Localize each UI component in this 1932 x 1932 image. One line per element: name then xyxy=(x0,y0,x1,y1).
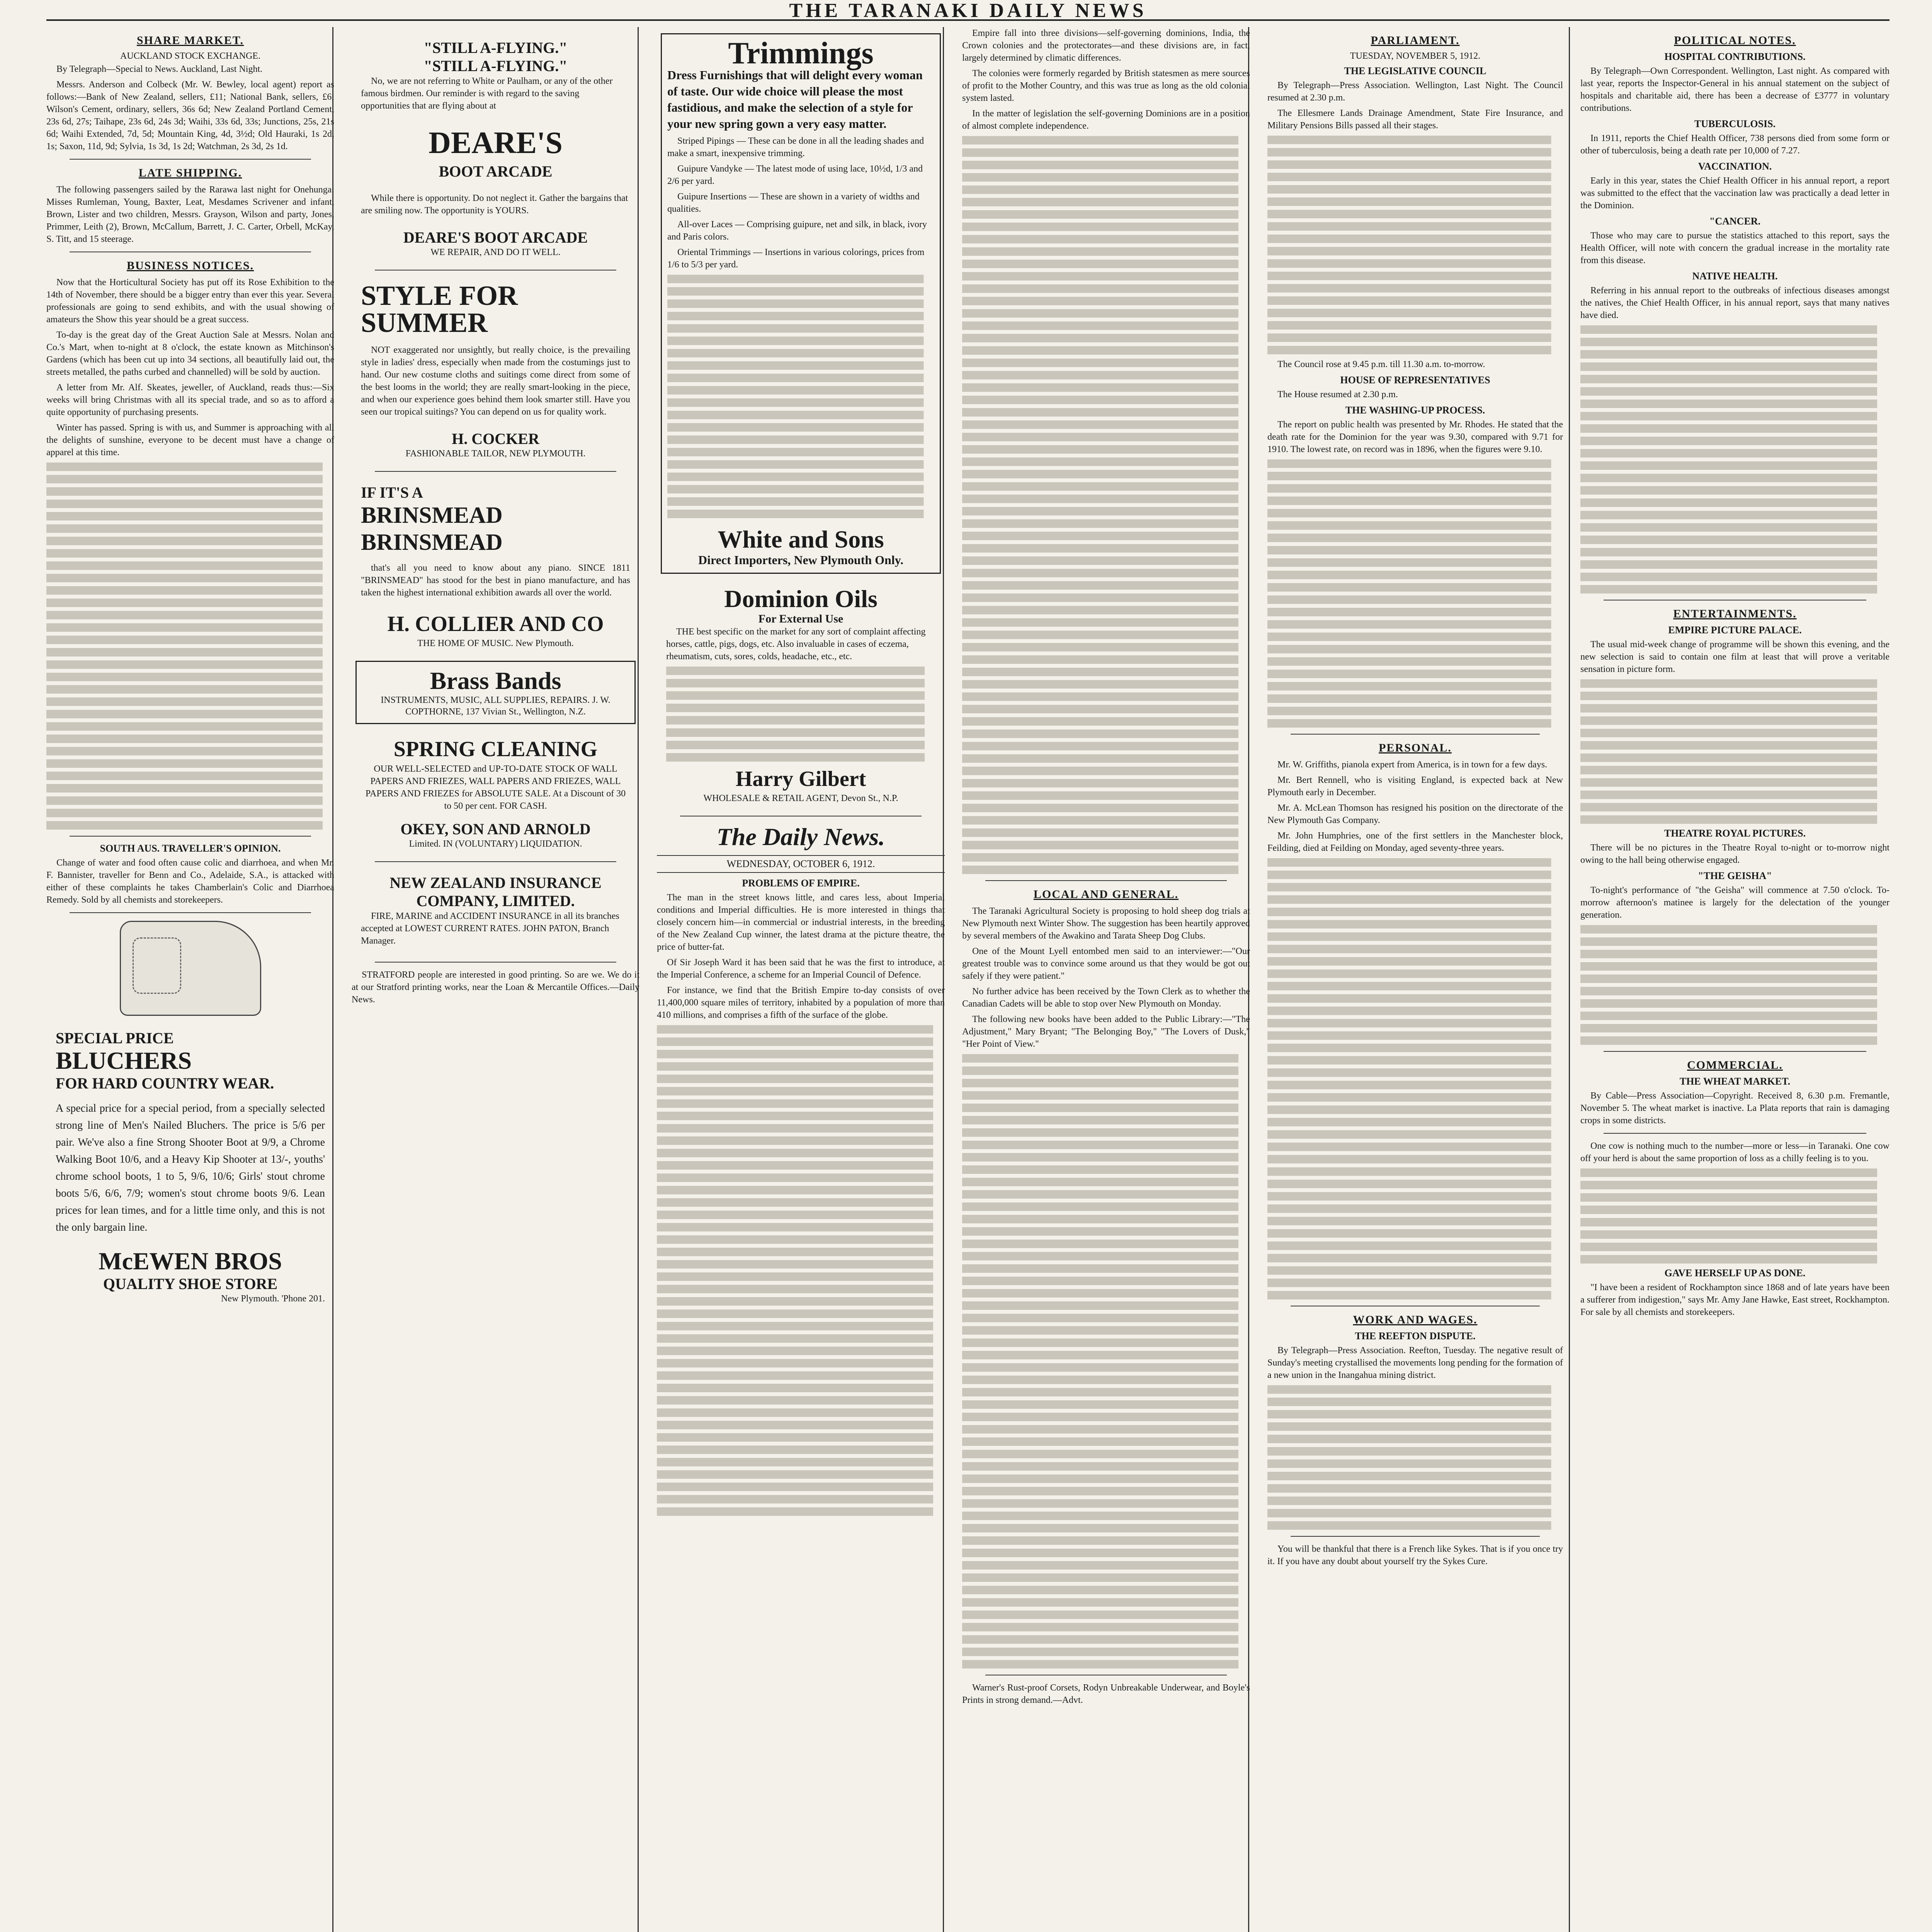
advert-heading: "STILL A-FLYING." xyxy=(423,39,568,56)
text-lines xyxy=(657,1025,945,1516)
council-text: The Ellesmere Lands Drainage Amendment, State Fire Insurance, and Military Pensions Bills passed all their stages. xyxy=(1267,108,1563,131)
cocker-name: H. COCKER xyxy=(452,430,539,447)
native-health-text: Referring in his annual report to the outbreaks of infectious diseases amongst the natives, the Chief Health Officer, in his annual report, says that many natives have died. xyxy=(1580,286,1889,320)
advert-text: FIRE, MARINE and ACCIDENT INSURANCE in all its branches accepted at LOWEST CURRENT RATES. JOHN PATON, Branch Manager. xyxy=(361,911,619,946)
late-shipping-text: The following passengers sailed by the Rarawa last night for Onehunga: Misses Rumleman, Young, Baxter, Leat, Mesdames Scrivener and infant, Brown, Lister and two children, Messrs. Grayson, Wilson and party, Jones, Primmer, Leith (2), Brown, McCallum, Barrett, J. C. Carter, Orbell, McKay, S. Titt, and 15 steerage. xyxy=(46,185,334,244)
divider xyxy=(70,836,311,837)
okey-subtitle: Limited. IN (VOLUNTARY) LIQUIDATION. xyxy=(409,839,582,849)
editorial-text: Empire fall into three divisions—self-governing dominions, India, the Crown colonies and the protectorates—and these divisions are, in fact, largely determined by climatic differences. xyxy=(962,28,1250,63)
advert-text: No, we are not referring to White or Paulham, or any of the other famous birdmen. Our reminder is with regard to the saving opportunities that are flying about at xyxy=(361,76,613,111)
reefton-text: By Telegraph—Press Association. Reefton, Tuesday. The negative result of Sunday's meeting crystallised the movements long pending for the formation of a new union in the Inangahua mining district. xyxy=(1267,1345,1563,1380)
native-health-heading: NATIVE HEALTH. xyxy=(1692,270,1778,282)
council-text: The Council rose at 9.45 p.m. till 11.30 a.m. to-morrow. xyxy=(1277,359,1485,369)
masthead xyxy=(46,0,1889,22)
edition-dateline: WEDNESDAY, OCTOBER 6, 1912. xyxy=(657,855,945,873)
tuberculosis-heading: TUBERCULOSIS. xyxy=(1694,118,1776,129)
text-lines xyxy=(1267,459,1563,728)
share-market-text: Messrs. Anderson and Colbeck (Mr. W. Bewley, local agent) report as follows:—Bank of New Zealand, sellers, £11; National Bank, sellers, £6; Wilson's Cement, ordinary, sellers, 36s 6d; New Zealand Portland Cement, 23s 6d, 27s; Taihape, 23s 6d, 24s 3d; Waihi, 33s 6d, 33s; Junctions, 25s, 21s 6d; Waihi Extended, 7d, 5d; Mountain King, 4d, 3½d; Old Hauraki, 1s 2d, 1s; Saxon, 11d, 9d; Sylvia, 1s 3d, 1s 2d; Watchman, 2s 3d, 2s 1d. xyxy=(46,80,334,151)
editorial-text: Of Sir Joseph Ward it has been said that he was the first to introduce, at the Imperial Conference, a scheme for an Imperial Council of Defence. xyxy=(657,957,945,980)
editorial-text: For instance, we find that the British Empire to-day consists of over 11,400,000 square miles of territory, inhabited by a population of more than 410 millions, and comprises a fifth of the surface of the globe. xyxy=(657,985,945,1020)
text-lines xyxy=(666,667,935,762)
sykes-advert-text: You will be thankful that there is a French like Sykes. That is if you once try it. If you have any doubt about yourself try the Sykes Cure. xyxy=(1267,1544,1563,1566)
insurance-advert xyxy=(355,868,636,956)
personal-item: Mr. A. McLean Thomson has resigned his position on the directorate of the New Plymouth Gas Company. xyxy=(1267,803,1563,825)
advert-text: A special price for a special period, from a specially selected strong line of Men's Nailed Bluchers. The price is 5/6 per pair. We've also a fine Strong Shooter Boot at 9/9, a Chrome Walking Boot 10/6, and a Heavy Kip Shooter at 13/-, youths' chrome school boots, 1 to 5, 9/6, 10/6; Girls' stout chrome boots 5/6, 6/6, 7/9; women's stout chrome boots 9/6. Lean prices for lean times, and for a little time only, and this is not the only bargain line. xyxy=(56,1102,325,1233)
still-flying-advert xyxy=(355,33,636,264)
newspaper-page xyxy=(46,27,1889,1932)
editorial-text: The man in the street knows little, and cares less, about Imperial conditions and Imperial difficulties. He is more interested in things that closely concern him—in commercial or industrial interests, in the breeding of the New Zealand Cup winner, the latest drama at the picture theatre, the price of butter-fat. xyxy=(657,893,945,952)
business-notice: To-day is the great day of the Great Auction Sale at Messrs. Nolan and Co.'s Mart, when to-night at 8 o'clock, the estate known as Mitchinson's Gardens (which has been cut up into 34 sections, all beautifully laid out, the streets metalled, the paths curbed and channelled) will be sold by auction. xyxy=(46,330,334,377)
parliament-heading: PARLIAMENT. xyxy=(1371,34,1460,47)
picture-palace-heading: EMPIRE PICTURE PALACE. xyxy=(1668,624,1802,636)
advert-heading: NEW ZEALAND INSURANCE COMPANY, LIMITED. xyxy=(389,874,602,910)
newspaper-nameplate: The Daily News. xyxy=(716,823,885,850)
advert-heading: IF IT'S A xyxy=(361,484,423,501)
business-notices-heading: BUSINESS NOTICES. xyxy=(126,259,254,272)
advert-text: INSTRUMENTS, MUSIC, ALL SUPPLIES, REPAIRS. J. W. COPTHORNE, 137 Vivian St., Wellington, N.Z. xyxy=(381,695,611,717)
style-summer-advert xyxy=(355,277,636,465)
divider xyxy=(1604,1133,1866,1134)
work-wages-heading: WORK AND WAGES. xyxy=(1353,1313,1478,1326)
entertainments-heading: ENTERTAINMENTS. xyxy=(1673,607,1797,620)
hospital-text: By Telegraph—Own Correspondent. Wellington, Last night. As compared with last year, reports the Inspector-General in his annual statement on the subject of hospitals and charitable aid, there has been a decrease of £3777 in voluntary contributions. xyxy=(1580,66,1889,113)
masthead-title: THE TARANAKI DAILY NEWS xyxy=(789,0,1147,22)
column-6 xyxy=(1580,27,1889,1932)
tuberculosis-text: In 1911, reports the Chief Health Officer, 738 persons died from some form or other of tuberculosis, being a death rate per 10,000 of 7.27. xyxy=(1580,133,1889,156)
divider xyxy=(985,880,1227,881)
cocker-subtitle: FASHIONABLE TAILOR, NEW PLYMOUTH. xyxy=(405,449,586,459)
text-lines xyxy=(667,275,934,518)
text-lines xyxy=(1267,1385,1563,1530)
political-notes-heading: POLITICAL NOTES. xyxy=(1674,34,1796,47)
personal-heading: PERSONAL. xyxy=(1379,742,1452,754)
white-sons-name: White and Sons xyxy=(718,526,884,553)
advert-shop-name: McEWEN BROS xyxy=(99,1247,282,1275)
advert-text: While there is opportunity. Do not neglect it. Gather the bargains that are smiling now. The opportunity is YOURS. xyxy=(361,193,628,216)
theatre-royal-text: There will be no pictures in the Theatre Royal to-night or to-morrow night owing to the hall being otherwise engaged. xyxy=(1580,843,1889,865)
local-general-heading: LOCAL AND GENERAL. xyxy=(1033,888,1179,901)
deare-heading-2: DEARE'S BOOT ARCADE xyxy=(403,229,588,246)
picture-palace-text: The usual mid-week change of programme will be shown this evening, and the new selection is said to contain one film at least that will prove a veritable sensation in picture form. xyxy=(1580,639,1889,674)
business-notice: Winter has passed. Spring is with us, and Summer is approaching with all the delights of sunshine, everyone to be decent must have a change of apparel at this time. xyxy=(46,423,334,457)
local-item: No further advice has been received by the Town Clerk as to whether the Canadian Cadets will be able to stop over New Plymouth on Monday. xyxy=(962,986,1250,1009)
personal-item: Mr. John Humphries, one of the first settlers in the Manchester block, Feilding, died at Feilding on Monday, aged seventy-three years. xyxy=(1267,831,1563,853)
advert-text: Dress Furnishings that will delight every woman of taste. Our wide choice will please the most fastidious, and make the selection of a style for your new spring gown a very easy matter. xyxy=(667,68,923,131)
okey-name: OKEY, SON AND ARNOLD xyxy=(400,820,591,838)
wheat-market-heading: THE WHEAT MARKET. xyxy=(1679,1076,1791,1087)
hospital-heading: HOSPITAL CONTRIBUTIONS. xyxy=(1664,51,1806,62)
vaccination-heading: VACCINATION. xyxy=(1698,161,1772,172)
business-notice: Now that the Horticultural Society has put off its Rose Exhibition to the 14th of November, there should be a bigger entry than ever this year. Several professionals are going to send exhibits, and with the usual showing of amateurs the Show this year should be a great success. xyxy=(46,277,334,325)
gilbert-name: Harry Gilbert xyxy=(735,767,866,791)
local-item: The Taranaki Agricultural Society is proposing to hold sheep dog trials at New Plymouth next Winter Show. The suggestion has been heartily approved by several members of the Awakino and Tarata Sheep Dog Clubs. xyxy=(962,906,1250,941)
column-5 xyxy=(1267,27,1563,1932)
legislative-council-heading: THE LEGISLATIVE COUNCIL xyxy=(1344,65,1486,77)
advert-heading: "STILL A-FLYING." xyxy=(423,57,568,75)
editorial-heading: PROBLEMS OF EMPIRE. xyxy=(742,878,860,889)
house-text: The House resumed at 2.30 p.m. xyxy=(1277,389,1398,400)
parliament-date: TUESDAY, NOVEMBER 5, 1912. xyxy=(1350,51,1481,61)
trimming-item: Guipure Insertions — These are shown in a variety of widths and qualities. xyxy=(667,192,920,214)
gave-herself-up-heading: GAVE HERSELF UP AS DONE. xyxy=(1664,1267,1806,1279)
text-lines xyxy=(962,1054,1250,1668)
share-market-heading: SHARE MARKET. xyxy=(136,34,244,47)
advert-heading: Dominion Oils xyxy=(724,585,878,612)
text-lines xyxy=(962,136,1250,874)
local-item: The following new books have been added to the Public Library:—"The Adjustment," Mary Bryant; "The Belonging Boy," "The Lovers of Dusk," "Her Point of View." xyxy=(962,1014,1250,1049)
divider xyxy=(1291,1536,1540,1537)
trimmings-advert xyxy=(661,33,941,574)
divider xyxy=(375,471,616,472)
theatre-royal-heading: THEATRE ROYAL PICTURES. xyxy=(1664,828,1806,839)
advert-subheading: For External Use xyxy=(758,612,844,625)
advert-heading: STYLE FOR SUMMER xyxy=(361,280,518,338)
trimming-item: Striped Pipings — These can be done in all the leading shades and make a smart, inexpensive trimming. xyxy=(667,136,924,158)
advert-text: that's all you need to know about any piano. SINCE 1811 "BRINSMEAD" has stood for the best in piano manufacture, and has taken the highest international exhibition awards all over the world. xyxy=(361,563,630,598)
bluchers-advert xyxy=(50,1024,330,1310)
editorial-text: The colonies were formerly regarded by British statesmen as mere sources of profit to the Mother Country, and this was true as long as the old colonial system lasted. xyxy=(962,68,1250,103)
column-1 xyxy=(46,27,334,1932)
advert-heading: SPRING CLEANING xyxy=(393,737,598,761)
reefton-heading: THE REEFTON DISPUTE. xyxy=(1355,1330,1476,1342)
advert-heading: FOR HARD COUNTRY WEAR. xyxy=(56,1075,274,1092)
advert-shop-address: New Plymouth. 'Phone 201. xyxy=(221,1294,325,1304)
collier-name: H. COLLIER AND CO xyxy=(387,612,604,636)
personal-item: Mr. W. Griffiths, pianola expert from America, is in town for a few days. xyxy=(1277,760,1548,770)
divider xyxy=(375,861,616,862)
text-lines xyxy=(1580,1168,1889,1264)
advert-heading: Brass Bands xyxy=(430,667,561,694)
advert-heading: Trimmings xyxy=(728,36,874,70)
advert-heading: BRINSMEAD BRINSMEAD xyxy=(361,502,503,555)
geisha-heading: "THE GEISHA" xyxy=(1698,870,1772,881)
text-lines xyxy=(1580,679,1889,824)
share-market-subheading: AUCKLAND STOCK EXCHANGE. xyxy=(120,51,260,61)
column-4 xyxy=(962,27,1250,1932)
boot-illustration xyxy=(120,921,261,1016)
collier-subtitle: THE HOME OF MUSIC. New Plymouth. xyxy=(417,638,574,648)
trimming-item: All-over Laces — Comprising guipure, net and silk, in black, ivory and Paris colors. xyxy=(667,219,927,242)
brinsmead-advert xyxy=(355,478,636,655)
advert-text: OUR WELL-SELECTED and UP-TO-DATE STOCK OF WALL PAPERS AND FRIEZES, WALL PAPERS AND FRIEZES, WALL PAPERS AND FRIEZES for ABSOLUTE SALE. At a Discount of 30 to 50 per cent. FOR CASH. xyxy=(365,764,626,811)
text-lines xyxy=(1580,925,1889,1045)
column-3 xyxy=(657,27,945,1932)
personal-item: Mr. Bert Rennell, who is visiting England, is expected back at New Plymouth early in December. xyxy=(1267,775,1563,798)
local-item: One of the Mount Lyell entombed men said to an interviewer:—"Our greatest trouble was to convince some around us that they would be got out safely if they were patient." xyxy=(962,946,1250,981)
text-lines xyxy=(1267,136,1563,354)
late-shipping-heading: LATE SHIPPING. xyxy=(138,167,242,179)
business-notice: A letter from Mr. Alf. Skeates, jeweller, of Auckland, reads thus:—Six weeks will bring Christmas with all its special trade, and so as to afford a quite opportunity of purchasing presents. xyxy=(46,383,334,417)
gave-herself-up-text: "I have been a resident of Rockhampton since 1868 and of late years have been a sufferer from indigestion," says Mr. Amy Jane Hawke, East street, Rockhampton. For sale by all chemists and storekeepers. xyxy=(1580,1282,1889,1317)
deare-subheading: BOOT ARCADE xyxy=(439,163,553,180)
share-market-text: By Telegraph—Special to News. Auckland, Last Night. xyxy=(56,64,263,74)
deare-heading: DEARE'S xyxy=(429,126,563,160)
divider xyxy=(70,912,311,913)
divider xyxy=(375,962,616,963)
text-lines xyxy=(1267,858,1563,1299)
trimming-item: Guipure Vandyke — The latest mode of using lace, 10½d, 1/3 and 2/6 per yard. xyxy=(667,164,923,186)
text-lines xyxy=(46,463,334,830)
gilbert-subtitle: WHOLESALE & RETAIL AGENT, Devon St., N.P. xyxy=(703,793,898,803)
editorial-text: In the matter of legislation the self-governing Dominions are in a position of almost complete independence. xyxy=(962,109,1250,131)
advert-text: NOT exaggerated nor unsightly, but really choice, is the prevailing style in ladies' dress, especially when made from the costumings just to hand. Our new costume cloths and suitings come direct from some of the best looms in the world; they are really smart-looking in the piece, and when our experience goes behind them look smarter still. Have you seen our tropical suitings? You can depend on us for quality work. xyxy=(361,345,630,417)
cow-advert-text: One cow is nothing much to the number—more or less—in Taranaki. One cow off your herd is about the same proportion of loss as a chilly feeling is to you. xyxy=(1580,1141,1889,1163)
geisha-text: To-night's performance of "the Geisha" will commence at 7.50 o'clock. To-morrow afternoon's matinee is largely for the delectation of the younger generation. xyxy=(1580,885,1889,920)
advert-shop-tagline: QUALITY SHOE STORE xyxy=(103,1275,278,1293)
deare-repair-text: WE REPAIR, AND DO IT WELL. xyxy=(430,247,561,257)
advert-heading: SPECIAL PRICE xyxy=(56,1029,174,1047)
cancer-text: Those who may care to pursue the statistics attached to this report, says the Health Officer, will note with concern the gradual increase in the mortality rate from this disease. xyxy=(1580,231,1889,265)
advert-text: THE best specific on the market for any sort of complaint affecting horses, cattle, pigs, dogs, etc. Also invaluable in cases of eczema, rheumatism, cuts, sores, colds, headache, etc., etc. xyxy=(666,627,926,662)
dominion-oils-advert xyxy=(661,580,941,810)
washing-heading: THE WASHING-UP PROCESS. xyxy=(1345,405,1485,416)
corsets-advert-text: Warner's Rust-proof Corsets, Rodyn Unbreakable Underwear, and Boyle's Prints in strong demand.—Advt. xyxy=(962,1683,1250,1705)
white-sons-subtitle: Direct Importers, New Plymouth Only. xyxy=(698,553,903,567)
council-text: By Telegraph—Press Association. Wellington, Last Night. The Council resumed at 2.30 p.m. xyxy=(1267,80,1563,103)
wheat-market-text: By Cable—Press Association—Copyright. Received 8, 6.30 p.m. Fremantle, November 5. The wheat market is inactive. La Plata reports that rain is damaging crops in some districts. xyxy=(1580,1091,1889,1126)
divider xyxy=(1291,734,1540,735)
advert-heading: BLUCHERS xyxy=(56,1047,192,1074)
cancer-heading: "CANCER. xyxy=(1709,216,1761,227)
column-2 xyxy=(352,27,639,1932)
house-heading: HOUSE OF REPRESENTATIVES xyxy=(1340,374,1490,386)
text-lines xyxy=(1580,325,1889,594)
vaccination-text: Early in this year, states the Chief Health Officer in his annual report, a report was submitted to the effect that the vaccination law was practically a dead letter in the Dominion. xyxy=(1580,176,1889,211)
divider xyxy=(70,159,311,160)
washing-text: The report on public health was presented by Mr. Rhodes. He stated that the death rate for the Dominion for the year was 9.30, compared with 9.71 for 1910. The lowest rate, on record was in 1896, when the figures were 9.10. xyxy=(1267,420,1563,454)
traveller-opinion-text: Change of water and food often cause colic and diarrhoea, and when Mr. F. Bannister, traveller for Benn and Co., Adelaide, S.A., is attacked with either of these complaints he takes Chamberlain's Colic and Diarrhoea Remedy. Sold by all chemists and storekeepers. xyxy=(46,858,334,905)
trimming-item: Oriental Trimmings — Insertions in various colorings, prices from 1/6 to 5/3 per yard. xyxy=(667,247,925,270)
spring-cleaning-advert xyxy=(355,730,636,855)
stratford-printing-notice: STRATFORD people are interested in good printing. So are we. We do it at our Stratford printing works, near the Loan & Mercantile Offices.—Daily News. xyxy=(352,970,639,1005)
brass-bands-advert xyxy=(355,661,636,724)
commercial-heading: COMMERCIAL. xyxy=(1687,1059,1783,1071)
divider xyxy=(1604,1051,1866,1052)
traveller-opinion-heading: SOUTH AUS. TRAVELLER'S OPINION. xyxy=(100,843,281,854)
